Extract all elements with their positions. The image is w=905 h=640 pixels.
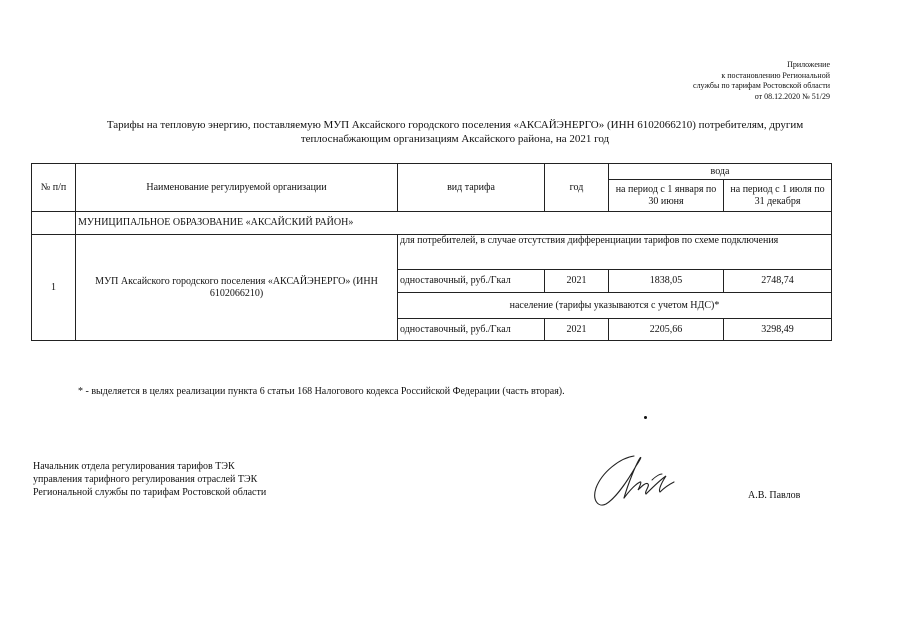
header-year: год: [545, 164, 609, 212]
org-name: МУП Аксайского городского поселения «АКСАЙЭНЕРГО» (ИНН 6102066210): [76, 235, 398, 341]
signer-name: А.В. Павлов: [748, 490, 801, 501]
header-tariff-type: вид тарифа: [398, 164, 545, 212]
title-line: Тарифы на тепловую энергию, поставляемую МУП Аксайского городского поселения «АКСАЙЭНЕРГО» (ИНН 6102066210) потребителям, другим: [106, 119, 804, 131]
position-line: управления тарифного регулирования отраслей ТЭК: [33, 474, 258, 485]
group-label-population: население (тарифы указываются с учетом НДС)*: [398, 293, 832, 319]
tariff-value-period-1: 1838,05: [609, 270, 724, 293]
document-title: [55, 118, 855, 146]
year-cell: 2021: [545, 270, 609, 293]
tariff-value-period-2: 3298,49: [724, 319, 832, 341]
header-period-2: на период с 1 июля по 31 декабря: [724, 180, 832, 212]
position-line: Начальник отдела регулирования тарифов ТЭК: [33, 461, 235, 472]
tariff-value-period-1: 2205,66: [609, 319, 724, 341]
appendix-line: к постановлению Региональной: [721, 70, 830, 80]
row-number: 1: [32, 235, 76, 341]
header-num: № п/п: [32, 164, 76, 212]
appendix-header: [630, 60, 830, 102]
appendix-line: службы по тарифам Ростовской области: [693, 81, 830, 90]
header-water: вода: [609, 164, 832, 180]
title-line: теплоснабжающим организациям Аксайского района, на 2021 год: [300, 133, 610, 145]
municipality-row: МУНИЦИПАЛЬНОЕ ОБРАЗОВАНИЕ «АКСАЙСКИЙ РАЙОН»: [76, 212, 832, 235]
appendix-line: от 08.12.2020 № 51/29: [754, 91, 830, 101]
year-cell: 2021: [545, 319, 609, 341]
stray-dot-mark: [644, 416, 647, 419]
header-org: Наименование регулируемой организации: [76, 164, 398, 212]
position-line: Региональной службы по тарифам Ростовской области: [33, 487, 267, 498]
tariff-type-cell: одноставочный, руб./Гкал: [398, 270, 545, 293]
handwritten-signature: [590, 450, 685, 512]
municipality-empty-cell: [32, 212, 76, 235]
appendix-line: Приложение: [787, 60, 830, 69]
tariff-table: [31, 163, 832, 341]
footnote: * - выделяется в целях реализации пункта 6 статьи 168 Налогового кодекса Российской Федерации (часть вторая).: [78, 386, 565, 397]
signature-position-block: [33, 460, 266, 499]
tariff-value-period-2: 2748,74: [724, 270, 832, 293]
group-label-consumers: для потребителей, в случае отсутствия дифференциации тарифов по схеме подключения: [398, 235, 832, 270]
tariff-type-cell: одноставочный, руб./Гкал: [398, 319, 545, 341]
header-period-1: на период с 1 января по 30 июня: [609, 180, 724, 212]
